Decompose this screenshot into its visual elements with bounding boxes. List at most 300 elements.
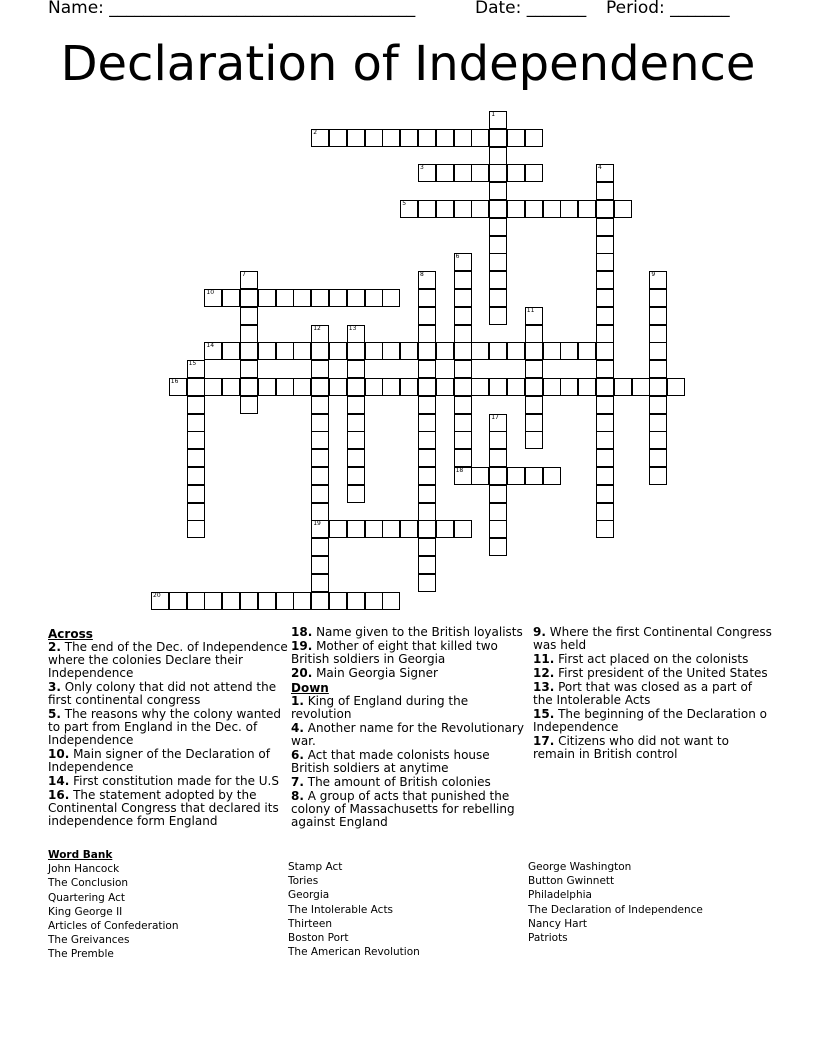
grid-cell[interactable] — [382, 129, 400, 147]
grid-cell[interactable] — [240, 342, 258, 360]
grid-cell[interactable] — [418, 307, 436, 325]
grid-cell[interactable] — [649, 378, 667, 396]
word-bank-list — [48, 862, 179, 961]
grid-cell[interactable] — [365, 289, 383, 307]
grid-cell[interactable] — [525, 396, 543, 414]
grid-cell[interactable] — [418, 200, 436, 218]
grid-cell[interactable] — [347, 378, 365, 396]
clues-column-1 — [48, 626, 288, 829]
grid-cell[interactable] — [187, 414, 205, 432]
grid-cell[interactable] — [489, 414, 507, 432]
grid-cell[interactable] — [436, 342, 454, 360]
grid-cell[interactable] — [240, 271, 258, 289]
grid-cell[interactable] — [418, 271, 436, 289]
grid-cell[interactable] — [365, 129, 383, 147]
grid-cell[interactable] — [418, 556, 436, 574]
grid-cell[interactable] — [329, 342, 347, 360]
grid-cell[interactable] — [649, 342, 667, 360]
grid-cell[interactable] — [382, 520, 400, 538]
grid-cell[interactable] — [311, 538, 329, 556]
grid-cell[interactable] — [454, 520, 472, 538]
clue-number: 14. — [48, 774, 70, 788]
grid-cell[interactable] — [454, 325, 472, 343]
clue-item — [48, 641, 288, 680]
grid-cell[interactable] — [543, 342, 561, 360]
clue-text: A group of acts that punished the colony of Massachusetts for rebelling against England — [291, 789, 515, 829]
grid-cell[interactable] — [418, 574, 436, 592]
clue-number: 16. — [48, 788, 70, 802]
grid-cell[interactable] — [418, 538, 436, 556]
grid-cell[interactable] — [560, 200, 578, 218]
grid-cell[interactable] — [454, 378, 472, 396]
grid-cell[interactable] — [204, 342, 222, 360]
clue-item — [533, 667, 773, 680]
grid-cell[interactable] — [311, 503, 329, 521]
word-bank-item: Articles of Confederation — [48, 920, 179, 933]
grid-cell[interactable] — [649, 271, 667, 289]
grid-cell[interactable] — [489, 271, 507, 289]
grid-cell[interactable] — [311, 431, 329, 449]
grid-cell[interactable] — [489, 218, 507, 236]
grid-cell[interactable] — [525, 360, 543, 378]
clue-item — [48, 748, 288, 774]
grid-cell[interactable] — [311, 396, 329, 414]
grid-cell[interactable] — [418, 503, 436, 521]
grid-cell[interactable] — [258, 289, 276, 307]
period-line[interactable]: Period: _______ — [606, 0, 730, 18]
grid-cell[interactable] — [240, 289, 258, 307]
grid-cell[interactable] — [400, 342, 418, 360]
grid-cell[interactable] — [187, 449, 205, 467]
grid-cell[interactable] — [436, 164, 454, 182]
clue-item — [291, 790, 531, 829]
grid-cell[interactable] — [400, 200, 418, 218]
grid-cell[interactable] — [311, 592, 329, 610]
clue-item — [291, 640, 531, 666]
grid-cell[interactable] — [454, 342, 472, 360]
grid-cell[interactable] — [400, 378, 418, 396]
grid-cell[interactable] — [222, 378, 240, 396]
grid-cell[interactable] — [187, 378, 205, 396]
clue-item — [533, 653, 773, 666]
grid-cell[interactable] — [293, 378, 311, 396]
word-bank-item: The Conclusion — [48, 877, 129, 890]
grid-cell[interactable] — [418, 129, 436, 147]
grid-cell[interactable] — [329, 129, 347, 147]
grid-cell[interactable] — [454, 271, 472, 289]
grid-cell[interactable] — [489, 147, 507, 165]
clue-text: Only colony that did not attend the first continental congress — [48, 680, 277, 707]
word-bank-column-1 — [48, 846, 179, 962]
grid-cell[interactable] — [347, 289, 365, 307]
clue-number: 4. — [291, 721, 304, 735]
grid-cell[interactable] — [454, 164, 472, 182]
grid-cell[interactable] — [365, 378, 383, 396]
grid-cell[interactable] — [436, 378, 454, 396]
grid-cell[interactable] — [382, 289, 400, 307]
grid-cell[interactable] — [471, 164, 489, 182]
grid-cell[interactable] — [489, 520, 507, 538]
grid-cell[interactable] — [418, 325, 436, 343]
grid-cell[interactable] — [240, 396, 258, 414]
grid-cell[interactable] — [489, 485, 507, 503]
grid-cell[interactable] — [525, 164, 543, 182]
grid-cell[interactable] — [596, 253, 614, 271]
clue-number: 9. — [533, 625, 546, 639]
grid-cell[interactable] — [276, 342, 294, 360]
grid-cell[interactable] — [596, 396, 614, 414]
grid-cell[interactable] — [525, 200, 543, 218]
grid-cell[interactable] — [347, 520, 365, 538]
grid-cell[interactable] — [489, 164, 507, 182]
grid-cell[interactable] — [507, 164, 525, 182]
grid-cell[interactable] — [418, 467, 436, 485]
grid-cell[interactable] — [347, 396, 365, 414]
grid-cell[interactable] — [596, 182, 614, 200]
grid-cell[interactable] — [454, 449, 472, 467]
grid-cell[interactable] — [311, 574, 329, 592]
grid-cell[interactable] — [454, 360, 472, 378]
clue-text: Main Georgia Signer — [312, 666, 438, 680]
grid-cell[interactable] — [471, 378, 489, 396]
grid-cell[interactable] — [649, 325, 667, 343]
grid-cell[interactable] — [489, 342, 507, 360]
grid-cell[interactable] — [560, 342, 578, 360]
grid-cell[interactable] — [543, 200, 561, 218]
grid-cell[interactable] — [293, 289, 311, 307]
grid-cell[interactable] — [187, 396, 205, 414]
grid-cell[interactable] — [418, 164, 436, 182]
grid-cell[interactable] — [347, 485, 365, 503]
word-bank-heading: Word Bank — [48, 849, 113, 861]
word-bank-item: Patriots — [528, 932, 568, 945]
grid-cell[interactable] — [276, 289, 294, 307]
clues-column-2 — [291, 626, 531, 830]
word-bank-column-3 — [528, 860, 703, 945]
grid-cell[interactable] — [204, 289, 222, 307]
grid-cell[interactable] — [347, 449, 365, 467]
grid-cell[interactable] — [347, 467, 365, 485]
grid-cell[interactable] — [258, 342, 276, 360]
grid-cell[interactable] — [418, 360, 436, 378]
grid-cell[interactable] — [258, 592, 276, 610]
grid-cell[interactable] — [293, 342, 311, 360]
grid-cell[interactable] — [489, 200, 507, 218]
grid-cell[interactable] — [347, 592, 365, 610]
grid-cell[interactable] — [454, 307, 472, 325]
grid-cell[interactable] — [187, 520, 205, 538]
word-bank-item: Nancy Hart — [528, 917, 588, 930]
grid-cell[interactable] — [596, 467, 614, 485]
grid-cell[interactable] — [382, 378, 400, 396]
grid-cell[interactable] — [311, 414, 329, 432]
grid-cell[interactable] — [311, 342, 329, 360]
grid-cell[interactable] — [596, 378, 614, 396]
grid-cell[interactable] — [489, 538, 507, 556]
grid-cell[interactable] — [489, 307, 507, 325]
grid-cell[interactable] — [329, 592, 347, 610]
grid-cell[interactable] — [347, 325, 365, 343]
grid-cell[interactable] — [507, 129, 525, 147]
grid-cell[interactable] — [222, 342, 240, 360]
grid-cell[interactable] — [276, 592, 294, 610]
grid-cell[interactable] — [454, 396, 472, 414]
grid-cell[interactable] — [471, 200, 489, 218]
grid-cell[interactable] — [418, 289, 436, 307]
grid-cell[interactable] — [596, 325, 614, 343]
grid-cell[interactable] — [400, 520, 418, 538]
grid-cell[interactable] — [454, 200, 472, 218]
clue-text: First president of the United States — [554, 666, 768, 680]
grid-cell[interactable] — [347, 129, 365, 147]
grid-cell[interactable] — [400, 129, 418, 147]
grid-cell[interactable] — [418, 414, 436, 432]
grid-cell[interactable] — [329, 520, 347, 538]
name-line[interactable]: Name: ____________________________________ — [48, 0, 416, 18]
grid-cell[interactable] — [489, 503, 507, 521]
word-bank-item: The American Revolution — [288, 946, 420, 959]
grid-cell[interactable] — [187, 467, 205, 485]
grid-cell[interactable] — [311, 520, 329, 538]
grid-cell[interactable] — [418, 485, 436, 503]
grid-cell[interactable] — [525, 431, 543, 449]
grid-cell[interactable] — [578, 342, 596, 360]
grid-cell[interactable] — [436, 200, 454, 218]
grid-cell[interactable] — [525, 307, 543, 325]
grid-cell[interactable] — [596, 236, 614, 254]
grid-cell[interactable] — [525, 378, 543, 396]
clue-text: King of England during the revolution — [291, 694, 469, 721]
grid-cell[interactable] — [187, 592, 205, 610]
grid-cell[interactable] — [596, 218, 614, 236]
grid-cell[interactable] — [596, 431, 614, 449]
grid-cell[interactable] — [347, 431, 365, 449]
cell-number: 14 — [206, 342, 215, 350]
grid-cell[interactable] — [311, 289, 329, 307]
grid-cell[interactable] — [187, 503, 205, 521]
grid-cell[interactable] — [418, 520, 436, 538]
grid-cell[interactable] — [329, 289, 347, 307]
grid-cell[interactable] — [240, 592, 258, 610]
grid-cell[interactable] — [454, 431, 472, 449]
grid-cell[interactable] — [311, 467, 329, 485]
word-bank-item: John Hancock — [48, 863, 120, 876]
grid-cell[interactable] — [525, 129, 543, 147]
grid-cell[interactable] — [204, 378, 222, 396]
grid-cell[interactable] — [311, 378, 329, 396]
clue-text: The reasons why the colony wanted to part from England in the Dec. of Independence — [48, 707, 281, 747]
grid-cell[interactable] — [649, 289, 667, 307]
grid-cell[interactable] — [311, 556, 329, 574]
grid-cell[interactable] — [507, 200, 525, 218]
grid-cell[interactable] — [204, 592, 222, 610]
grid-cell[interactable] — [596, 414, 614, 432]
grid-cell[interactable] — [596, 342, 614, 360]
grid-cell[interactable] — [489, 111, 507, 129]
grid-cell[interactable] — [276, 378, 294, 396]
grid-cell[interactable] — [311, 325, 329, 343]
grid-cell[interactable] — [596, 485, 614, 503]
grid-cell[interactable] — [578, 200, 596, 218]
grid-cell[interactable] — [382, 342, 400, 360]
cell-number: 12 — [313, 324, 321, 332]
clue-item — [291, 722, 531, 748]
grid-cell[interactable] — [436, 129, 454, 147]
grid-cell[interactable] — [489, 129, 507, 147]
grid-cell[interactable] — [525, 325, 543, 343]
grid-cell[interactable] — [649, 414, 667, 432]
cell-number: 5 — [402, 200, 407, 207]
grid-cell[interactable] — [489, 449, 507, 467]
grid-cell[interactable] — [560, 378, 578, 396]
down-heading: Down — [291, 681, 329, 695]
grid-cell[interactable] — [418, 449, 436, 467]
cell-number: 9 — [651, 271, 656, 279]
grid-cell[interactable] — [525, 342, 543, 360]
grid-cell[interactable] — [489, 236, 507, 254]
clue-number: 20. — [291, 666, 313, 680]
grid-cell[interactable] — [454, 253, 472, 271]
grid-cell[interactable] — [596, 449, 614, 467]
grid-cell[interactable] — [471, 342, 489, 360]
grid-cell[interactable] — [258, 378, 276, 396]
grid-cell[interactable] — [649, 307, 667, 325]
page-title: Declaration of Independence — [60, 36, 756, 92]
grid-cell[interactable] — [436, 520, 454, 538]
word-bank-item: Stamp Act — [288, 861, 343, 873]
grid-cell[interactable] — [365, 342, 383, 360]
grid-cell[interactable] — [454, 414, 472, 432]
grid-cell[interactable] — [471, 467, 489, 485]
grid-cell[interactable] — [489, 253, 507, 271]
grid-cell[interactable] — [293, 592, 311, 610]
grid-cell[interactable] — [347, 360, 365, 378]
grid-cell[interactable] — [489, 289, 507, 307]
grid-cell[interactable] — [240, 360, 258, 378]
grid-cell[interactable] — [222, 592, 240, 610]
grid-cell[interactable] — [596, 307, 614, 325]
grid-cell[interactable] — [507, 378, 525, 396]
grid-cell[interactable] — [489, 431, 507, 449]
clue-item — [48, 775, 288, 788]
grid-cell[interactable] — [454, 467, 472, 485]
grid-cell[interactable] — [596, 503, 614, 521]
clue-number: 18. — [291, 625, 313, 639]
clue-item — [48, 681, 288, 707]
grid-cell[interactable] — [169, 592, 187, 610]
grid-cell[interactable] — [632, 378, 650, 396]
clue-text: Citizens who did not want to remain in British control — [533, 734, 729, 761]
grid-cell[interactable] — [489, 378, 507, 396]
grid-cell[interactable] — [543, 378, 561, 396]
cell-number: 20 — [153, 591, 161, 599]
clue-number: 6. — [291, 748, 304, 762]
grid-cell[interactable] — [614, 200, 632, 218]
cell-number: 10 — [206, 289, 215, 296]
grid-cell[interactable] — [240, 307, 258, 325]
grid-cell[interactable] — [649, 431, 667, 449]
grid-cell[interactable] — [347, 414, 365, 432]
word-bank-item: King George II — [48, 905, 123, 918]
grid-cell[interactable] — [418, 342, 436, 360]
grid-cell[interactable] — [525, 467, 543, 485]
grid-cell[interactable] — [418, 378, 436, 396]
cell-number: 19 — [313, 520, 321, 528]
grid-cell[interactable] — [311, 129, 329, 147]
grid-cell[interactable] — [596, 200, 614, 218]
grid-cell[interactable] — [649, 396, 667, 414]
grid-cell[interactable] — [489, 182, 507, 200]
grid-cell[interactable] — [187, 360, 205, 378]
clue-item — [533, 708, 773, 734]
grid-cell[interactable] — [382, 592, 400, 610]
grid-cell[interactable] — [596, 164, 614, 182]
grid-cell[interactable] — [311, 485, 329, 503]
grid-cell[interactable] — [222, 289, 240, 307]
word-bank-item: Georgia — [288, 889, 330, 902]
grid-cell[interactable] — [649, 467, 667, 485]
cell-number: 15 — [188, 360, 197, 368]
grid-cell[interactable] — [489, 467, 507, 485]
clue-item — [48, 789, 288, 828]
cell-number: 7 — [242, 271, 246, 279]
grid-cell[interactable] — [667, 378, 685, 396]
grid-cell[interactable] — [365, 592, 383, 610]
clue-number: 10. — [48, 747, 70, 761]
grid-cell[interactable] — [471, 129, 489, 147]
clue-number: 7. — [291, 775, 304, 789]
grid-cell[interactable] — [169, 378, 187, 396]
grid-cell[interactable] — [454, 289, 472, 307]
grid-cell[interactable] — [454, 129, 472, 147]
grid-cell[interactable] — [240, 378, 258, 396]
clue-item — [48, 708, 288, 747]
grid-cell[interactable] — [614, 378, 632, 396]
grid-cell[interactable] — [329, 378, 347, 396]
grid-cell[interactable] — [311, 449, 329, 467]
grid-cell[interactable] — [347, 342, 365, 360]
word-bank-item: Quartering Act — [48, 891, 126, 904]
grid-cell[interactable] — [365, 520, 383, 538]
grid-cell[interactable] — [187, 485, 205, 503]
grid-cell[interactable] — [507, 467, 525, 485]
clue-text: Where the first Continental Congress was held — [533, 625, 772, 652]
cell-number: 4 — [598, 164, 602, 172]
across-clues-list-cont — [291, 626, 531, 680]
grid-cell[interactable] — [151, 592, 169, 610]
grid-cell[interactable] — [311, 360, 329, 378]
grid-cell[interactable] — [187, 431, 205, 449]
clue-text: First act placed on the colonists — [554, 652, 749, 666]
word-bank-column-2 — [288, 860, 420, 959]
grid-cell[interactable] — [578, 378, 596, 396]
grid-cell[interactable] — [596, 520, 614, 538]
grid-cell[interactable] — [418, 396, 436, 414]
word-bank-list — [288, 860, 420, 959]
grid-cell[interactable] — [507, 342, 525, 360]
clues-column-3 — [533, 626, 773, 762]
grid-cell[interactable] — [525, 414, 543, 432]
grid-cell[interactable] — [649, 449, 667, 467]
grid-cell[interactable] — [596, 271, 614, 289]
grid-cell[interactable] — [649, 360, 667, 378]
grid-cell[interactable] — [418, 431, 436, 449]
date-line[interactable]: Date: _______ — [475, 0, 587, 18]
grid-cell[interactable] — [240, 325, 258, 343]
grid-cell[interactable] — [596, 360, 614, 378]
grid-cell[interactable] — [543, 467, 561, 485]
grid-cell[interactable] — [596, 289, 614, 307]
